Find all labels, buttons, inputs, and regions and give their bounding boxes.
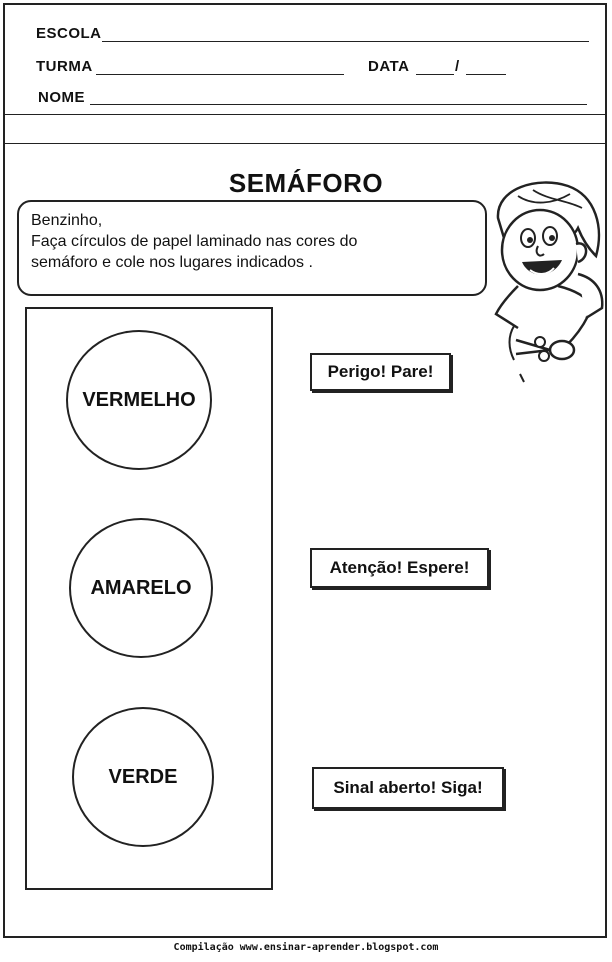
name-label: NOME [38, 89, 85, 106]
date-day-field[interactable] [416, 74, 454, 75]
instructions-line-3: semáforo e cole nos lugares indicados . [31, 254, 313, 271]
footer-credit: Compilação www.ensinar-aprender.blogspot.com [173, 942, 439, 953]
name-field[interactable] [90, 104, 587, 105]
page-title: SEMÁFORO [228, 168, 384, 198]
sign-wait-label: Atenção! Espere! [329, 558, 470, 577]
yellow-light-label: AMARELO [90, 576, 192, 599]
date-label: DATA [368, 58, 410, 75]
sign-wait [310, 548, 489, 588]
sign-go-label: Sinal aberto! Siga! [333, 778, 483, 797]
yellow-light-circle [69, 518, 213, 658]
header-divider-bottom [4, 143, 607, 144]
green-light-label: VERDE [108, 765, 178, 788]
green-light-circle [72, 707, 214, 847]
sign-stop [310, 353, 451, 391]
sign-go [312, 767, 504, 809]
boy-with-scissors-illustration [478, 178, 608, 400]
date-month-field[interactable] [466, 74, 506, 75]
class-field[interactable] [96, 74, 344, 75]
class-label: TURMA [36, 58, 93, 75]
instructions-line-2: Faça círculos de papel laminado nas cores do [31, 233, 358, 250]
red-light-label: VERMELHO [82, 388, 196, 411]
school-label: ESCOLA [36, 25, 102, 42]
school-field[interactable] [102, 41, 589, 42]
instructions-line-1: Benzinho, [31, 212, 103, 229]
date-separator: / [455, 58, 460, 75]
red-light-circle [66, 330, 212, 470]
header-divider-top [4, 114, 607, 115]
instructions-box [17, 200, 487, 296]
sign-stop-label: Perigo! Pare! [327, 362, 434, 381]
